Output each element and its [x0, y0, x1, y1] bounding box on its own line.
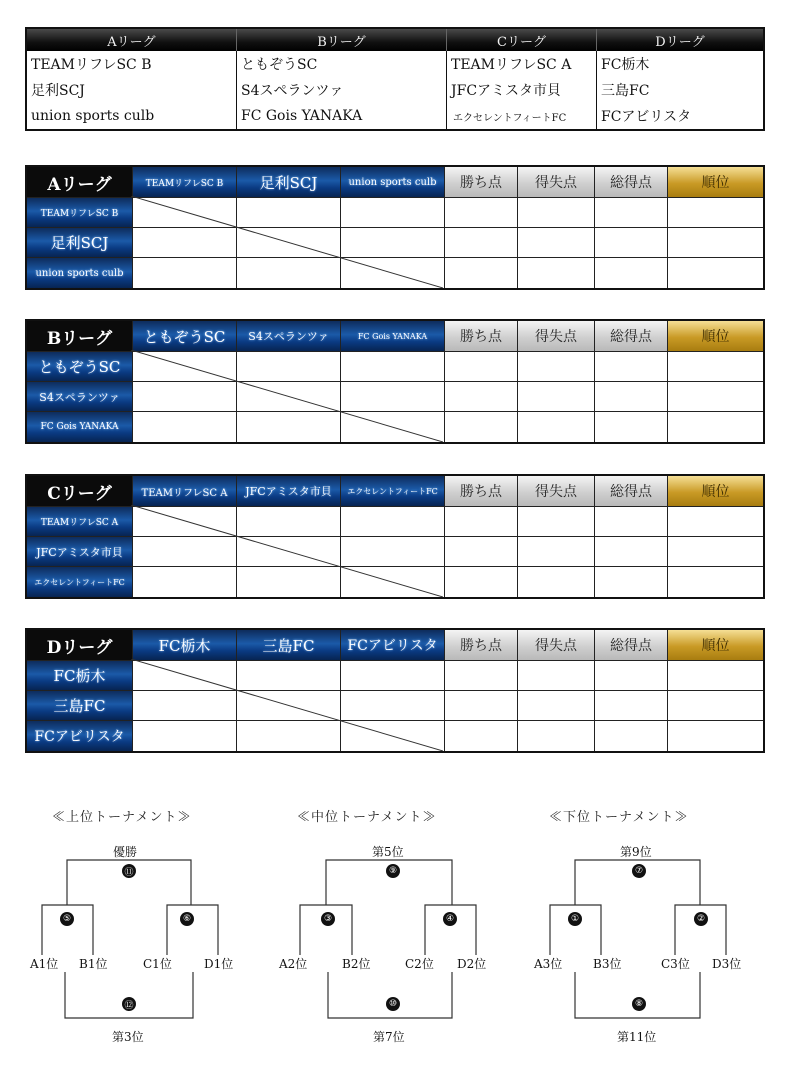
- goals-for-header: 総得点: [595, 167, 668, 198]
- column-team: ともぞうSC: [133, 321, 237, 352]
- row-team: S4スペランツァ: [27, 382, 133, 412]
- row-team: TEAMリフレSC B: [27, 198, 133, 228]
- overview-team: union sports culb: [27, 103, 237, 129]
- goal-diff-header: 得失点: [518, 321, 595, 352]
- row-team: エクセレントフィートFC: [27, 567, 133, 597]
- overview-team: TEAMリフレSC B: [27, 51, 237, 77]
- column-team: S4スペランツァ: [237, 321, 341, 352]
- goals-for-header: 総得点: [595, 630, 668, 661]
- goals-for-header: 総得点: [595, 476, 668, 507]
- overview-team: JFCアミスタ市貝: [447, 77, 597, 103]
- overview-header-b: Bリーグ: [237, 29, 447, 51]
- fifth-place-label: 第5位: [372, 845, 404, 859]
- points-header: 勝ち点: [445, 167, 518, 198]
- column-team: 三島FC: [237, 630, 341, 661]
- overview-team: FC栃木: [601, 57, 650, 73]
- points-header: 勝ち点: [445, 476, 518, 507]
- match-number: ⑥: [180, 912, 194, 926]
- row-team: 足利SCJ: [27, 228, 133, 258]
- slot-label: C1位: [143, 957, 172, 971]
- slot-label: A1位: [30, 957, 59, 971]
- row-team: FC栃木: [27, 661, 133, 691]
- points-header: 勝ち点: [445, 321, 518, 352]
- column-team: FCアビリスタ: [341, 630, 445, 661]
- overview-team: ともぞうSC: [237, 51, 447, 77]
- column-team: TEAMリフレSC A: [133, 476, 237, 507]
- slot-label: B3位: [593, 957, 622, 971]
- third-place-label: 第3位: [112, 1030, 144, 1044]
- overview-team: S4スペランツァ: [237, 77, 447, 103]
- slot-label: C2位: [405, 957, 434, 971]
- lower-tournament-title: ≪下位トーナメント≫: [549, 810, 689, 825]
- column-team: FC栃木: [133, 630, 237, 661]
- match-number: ⑧: [632, 997, 646, 1011]
- match-number: ⑪: [122, 864, 136, 878]
- overview-team: FCアビリスタ: [601, 109, 692, 125]
- column-team: 足利SCJ: [237, 167, 341, 198]
- row-team: ともぞうSC: [27, 352, 133, 382]
- slot-label: D2位: [457, 957, 487, 971]
- seventh-place-label: 第7位: [373, 1030, 405, 1044]
- match-number: ④: [443, 912, 457, 926]
- row-team: FC Gois YANAKA: [27, 412, 133, 442]
- row-team: JFCアミスタ市貝: [27, 537, 133, 567]
- rank-header: 順位: [668, 630, 763, 661]
- match-number: ⑦: [632, 864, 646, 878]
- match-number: ③: [321, 912, 335, 926]
- goal-diff-header: 得失点: [518, 476, 595, 507]
- overview-team: FC Gois YANAKA: [237, 103, 447, 129]
- match-number: ①: [568, 912, 582, 926]
- middle-tournament-title: ≪中位トーナメント≫: [297, 810, 437, 825]
- row-team: TEAMリフレSC A: [27, 507, 133, 537]
- overview-team: TEAMリフレSC A: [447, 51, 597, 77]
- row-team: union sports culb: [27, 258, 133, 288]
- column-team: union sports culb: [341, 167, 445, 198]
- overview-header-a: Aリーグ: [27, 29, 237, 51]
- match-number: ⑫: [122, 997, 136, 1011]
- column-team: TEAMリフレSC B: [133, 167, 237, 198]
- row-team: 三島FC: [27, 691, 133, 721]
- overview-team: 足利SCJ: [27, 77, 237, 103]
- slot-label: B2位: [342, 957, 371, 971]
- overview-header-d: Dリーグ: [597, 29, 763, 51]
- slot-label: D1位: [204, 957, 234, 971]
- goal-diff-header: 得失点: [518, 630, 595, 661]
- points-header: 勝ち点: [445, 630, 518, 661]
- slot-label: D3位: [712, 957, 742, 971]
- goal-diff-header: 得失点: [518, 167, 595, 198]
- goals-for-header: 総得点: [595, 321, 668, 352]
- league-name: Cリーグ: [27, 476, 133, 507]
- league-name: Aリーグ: [27, 167, 133, 198]
- overview-team: エクセレントフィートFC: [447, 103, 597, 129]
- match-number: ②: [694, 912, 708, 926]
- rank-header: 順位: [668, 167, 763, 198]
- slot-label: A3位: [534, 957, 563, 971]
- rank-header: 順位: [668, 476, 763, 507]
- column-team: JFCアミスタ市貝: [237, 476, 341, 507]
- slot-label: B1位: [79, 957, 108, 971]
- slot-label: A2位: [279, 957, 308, 971]
- match-number: ⑨: [386, 864, 400, 878]
- row-team: FCアビリスタ: [27, 721, 133, 751]
- column-team: エクセレントフィートFC: [341, 476, 445, 507]
- column-team: FC Gois YANAKA: [341, 321, 445, 352]
- league-name: Dリーグ: [27, 630, 133, 661]
- match-number: ⑩: [386, 997, 400, 1011]
- league-name: Bリーグ: [27, 321, 133, 352]
- overview-team: 三島FC: [601, 83, 650, 99]
- eleventh-place-label: 第11位: [617, 1030, 657, 1044]
- slot-label: C3位: [661, 957, 690, 971]
- overview-header-c: Cリーグ: [447, 29, 597, 51]
- upper-tournament-title: ≪上位トーナメント≫: [52, 810, 192, 825]
- ninth-place-label: 第9位: [620, 845, 652, 859]
- champion-label: 優勝: [113, 845, 138, 859]
- rank-header: 順位: [668, 321, 763, 352]
- match-number: ⑤: [60, 912, 74, 926]
